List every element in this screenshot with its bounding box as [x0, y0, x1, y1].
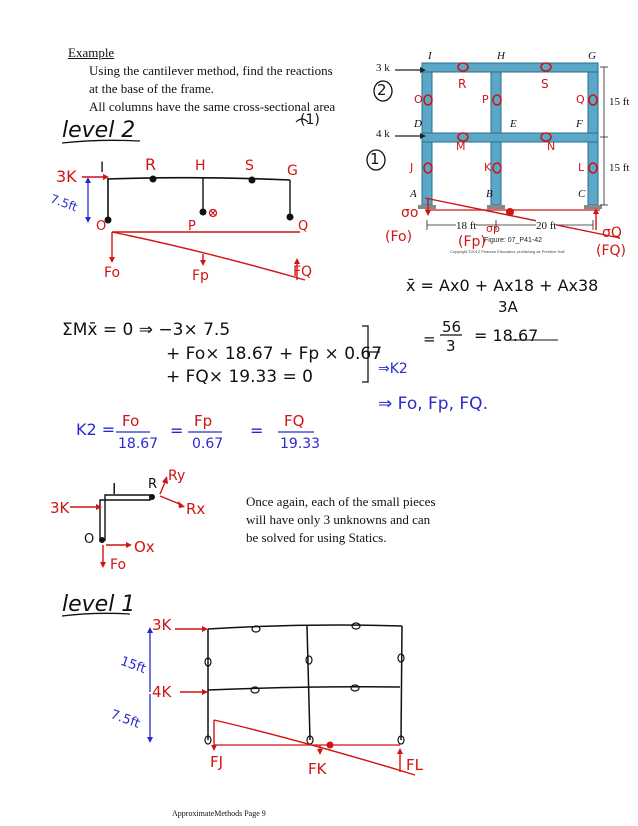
level1-frame — [62, 613, 415, 775]
hinge-Q: Q — [576, 93, 585, 106]
sigma-o: σo — [401, 205, 419, 221]
hinge-P: P — [482, 93, 489, 106]
note-line-3: be solved for using Statics. — [246, 530, 387, 545]
level2-Q: Q — [298, 219, 309, 234]
figure-caption: Figure: 07_P41-42 — [484, 237, 542, 244]
figure-copyright: Copyright ©2012 Pearson Education, publishing as Prentice Hall — [450, 249, 565, 254]
k2-t3-num: FQ — [284, 412, 305, 430]
level-mark-1: 1 — [370, 150, 380, 168]
level1-FK: FK — [308, 760, 327, 778]
hinge-K: K — [484, 161, 492, 174]
level1-load-4k: 4K — [152, 683, 172, 701]
hinge-R: R — [458, 77, 467, 91]
level1-FJ: FJ — [210, 753, 224, 771]
node-I: I — [428, 50, 432, 62]
span-left: 18 ft — [456, 220, 477, 232]
level1-height-15: 15ft — [118, 654, 148, 677]
level2-height: 7.5ft — [48, 191, 80, 215]
force-FQ-paren: (FQ) — [596, 243, 626, 259]
height-upper: 15 ft — [609, 96, 630, 108]
moment-line-2: + Fo× 18.67 + Fp × 0.67 — [166, 344, 383, 364]
moment-implies-forces: ⇒ Fo, Fp, FQ. — [378, 394, 488, 414]
centroid-frac-num: 56 — [442, 318, 462, 336]
level2-frame — [62, 140, 305, 280]
level1-load-3k: 3K — [152, 616, 172, 634]
hinge-M: M — [456, 140, 466, 153]
small-piece — [70, 476, 185, 568]
level2-G: G — [287, 163, 298, 179]
piece-Ox: Ox — [134, 538, 155, 556]
k2-t2-num: Fp — [194, 412, 213, 430]
sigma-p: σp — [486, 222, 500, 235]
example-line-3: All columns have the same cross-sectional area — [89, 99, 336, 114]
level2-load: 3K — [56, 167, 77, 186]
piece-O: O — [84, 532, 95, 547]
level2-O: O — [96, 219, 107, 234]
level2-S: S — [245, 158, 254, 174]
piece-Rx: Rx — [186, 500, 206, 518]
moment-implies-k2: ⇒K2 — [378, 361, 408, 377]
node-E: E — [510, 118, 517, 130]
piece-I: I — [112, 480, 117, 498]
node-A: A — [410, 188, 417, 200]
k2-eq-2: = — [250, 421, 264, 440]
level2-I: I — [100, 160, 105, 176]
node-C: C — [578, 188, 586, 200]
k2-lhs: K2 = — [76, 420, 116, 439]
hinge-L: L — [578, 161, 585, 174]
level2-P: P — [188, 219, 196, 234]
level-mark-1-paren: (1) — [300, 112, 320, 128]
centroid-result: = 18.67 — [474, 326, 539, 345]
k2-t2-den: 0.67 — [192, 436, 224, 452]
k2-t1-num: Fo — [122, 412, 140, 430]
level-mark-2: 2 — [377, 81, 387, 99]
level2-Fp: Fp — [192, 268, 209, 284]
node-G: G — [588, 50, 596, 62]
level2-H: H — [195, 158, 206, 174]
note-line-2: will have only 3 unknowns and can — [246, 512, 431, 527]
level2-Fo: Fo — [104, 265, 121, 281]
load-3k: 3 k — [376, 62, 390, 74]
k2-eq-1: = — [170, 421, 184, 440]
level2-heading: level 2 — [62, 118, 136, 143]
moment-line-1: ΣMx̄ = 0 ⇒ −3× 7.5 — [62, 320, 231, 340]
centroid-frac-den: 3 — [446, 337, 456, 355]
note-line-1: Once again, each of the small pieces — [246, 494, 436, 509]
centroid-eq-sign: = — [423, 330, 436, 348]
piece-Fo: Fo — [110, 557, 127, 573]
moment-line-3: + FQ× 19.33 = 0 — [166, 367, 313, 387]
centroid-denominator: 3A — [498, 298, 518, 316]
level2-R: R — [145, 155, 157, 174]
hinge-J: J — [410, 161, 414, 174]
piece-R: R — [148, 477, 158, 492]
hinge-O: O — [414, 93, 423, 106]
hinge-N: N — [547, 140, 556, 153]
level2-FQ: FQ — [293, 264, 313, 280]
level1-FL: FL — [406, 756, 423, 774]
level1-height-75: 7.5ft — [108, 707, 142, 732]
sigma-q: σQ — [602, 225, 622, 241]
node-B: B — [486, 188, 493, 200]
height-lower: 15 ft — [609, 162, 630, 174]
node-F: F — [576, 118, 583, 130]
example-line-1: Using the cantilever method, find the reactions — [89, 63, 333, 78]
example-title: Example — [68, 45, 115, 60]
span-right: 20 ft — [536, 220, 557, 232]
force-Fo-paren: (Fo) — [385, 229, 413, 245]
piece-load: 3K — [50, 499, 70, 517]
piece-Ry: Ry — [168, 468, 186, 484]
force-Fp-paren: (Fp) — [458, 234, 486, 250]
node-H: H — [497, 50, 505, 62]
example-line-2: at the base of the frame. — [89, 81, 214, 96]
page-footer: ApproximateMethods Page 9 — [172, 809, 266, 818]
node-D: D — [414, 118, 422, 130]
level1-heading: level 1 — [62, 592, 136, 617]
hinge-S: S — [541, 77, 549, 91]
load-4k: 4 k — [376, 128, 390, 140]
k2-t1-den: 18.67 — [118, 436, 159, 452]
k2-t3-den: 19.33 — [280, 436, 321, 452]
centroid-eq: x̄ = Ax0 + Ax18 + Ax38 — [406, 276, 599, 295]
